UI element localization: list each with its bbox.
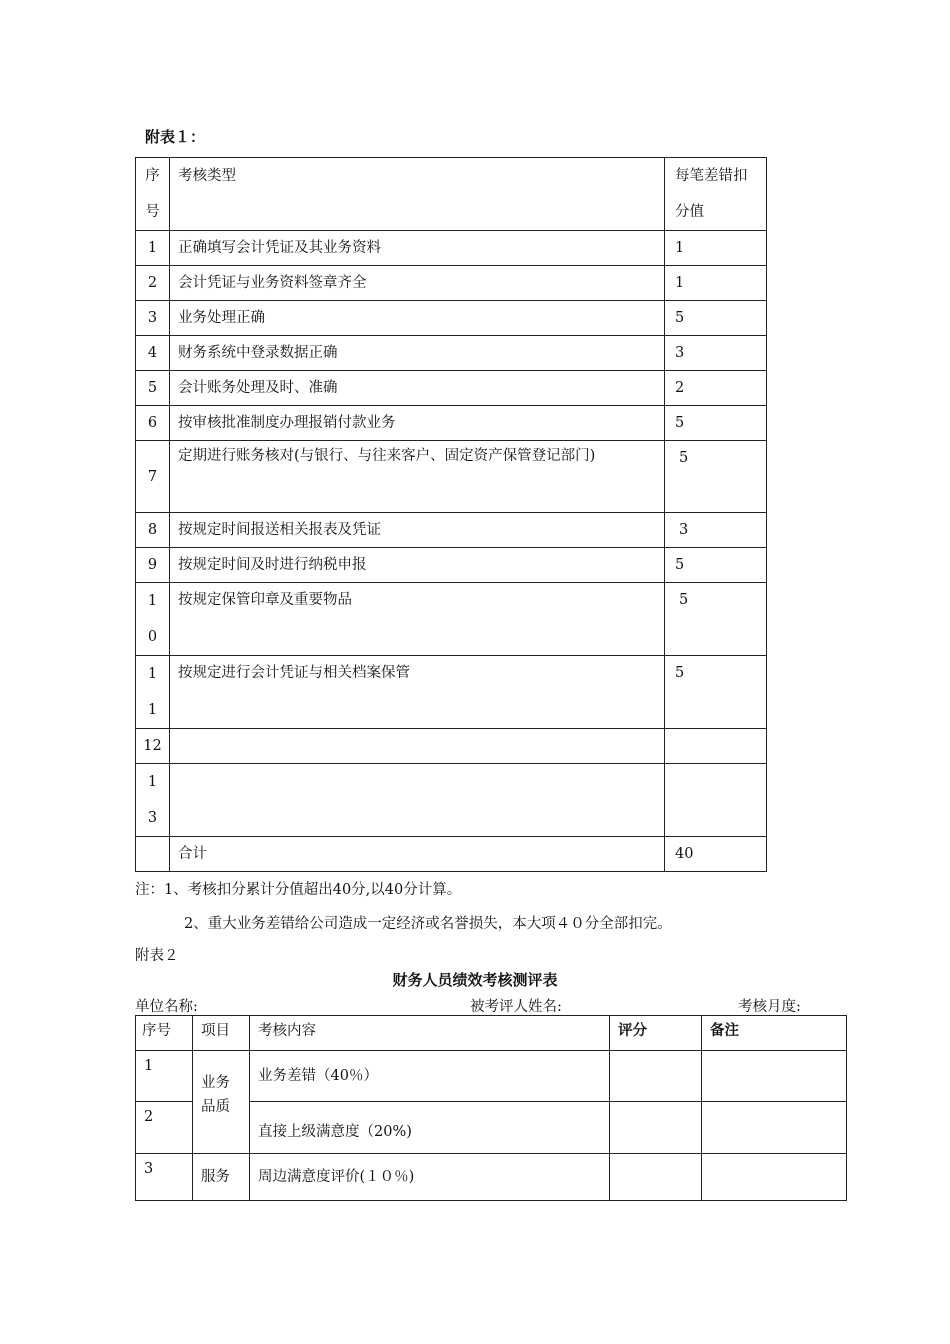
table-cell: [193, 1016, 250, 1051]
note-2: 2、重大业务差错给公司造成一定经济或名誉损失，本大项４０分全部扣完。: [184, 916, 672, 932]
table-row: [136, 513, 767, 548]
table-cell: [665, 764, 767, 837]
table-cell: [665, 656, 767, 729]
cell-text: 2: [147, 275, 158, 291]
person-name-label: 被考评人姓名:: [470, 999, 562, 1015]
table-cell: [136, 513, 170, 548]
table-row: [136, 336, 767, 371]
table-row: [136, 441, 767, 513]
table-row: [136, 1051, 847, 1102]
table-cell: [136, 764, 170, 837]
table-cell: [170, 729, 665, 764]
cell-text: 会计账务处理及时、准确: [178, 380, 338, 396]
table-cell: [665, 406, 767, 441]
cell-text: 1: [675, 240, 685, 256]
table-cell: [250, 1102, 610, 1154]
cell-text: [170, 729, 664, 737]
cell-text: 10: [147, 593, 158, 645]
table-cell: [170, 837, 665, 872]
table-cell: [665, 729, 767, 764]
table-cell: [170, 266, 665, 301]
table-cell: [665, 548, 767, 583]
cell-text: 11: [147, 666, 158, 718]
table-cell: [136, 548, 170, 583]
table-cell: [136, 1016, 193, 1051]
table-cell: [136, 371, 170, 406]
table-row: [136, 583, 767, 656]
cell-text: 5: [675, 557, 685, 573]
table-cell: [136, 406, 170, 441]
cell-text: 5: [679, 592, 689, 608]
table-row: [136, 656, 767, 729]
table-cell: [665, 301, 767, 336]
appendix2-title: 财务人员绩效考核测评表: [392, 971, 558, 989]
cell-text: 按规定保管印章及重要物品: [178, 592, 352, 608]
cell-text: 13: [147, 774, 158, 826]
table-cell: [170, 441, 665, 513]
table-cell: [250, 1154, 610, 1201]
header-seq: [136, 158, 170, 231]
cell-text: 序号: [145, 168, 160, 220]
table-cell: [665, 441, 767, 513]
cell-text: [665, 729, 766, 737]
deduction-table: [135, 157, 767, 872]
cell-text: 5: [675, 310, 685, 326]
table-header-row: [136, 158, 767, 231]
table-cell: [170, 336, 665, 371]
unit-name-label: 单位名称:: [135, 999, 198, 1015]
table-total-row: [136, 837, 767, 872]
evaluation-table: [135, 1015, 847, 1201]
cell-text: 业务差错（40％）: [258, 1068, 378, 1084]
table-row: [136, 764, 767, 837]
table-cell: [136, 266, 170, 301]
table-cell: [170, 548, 665, 583]
table-row: [136, 1154, 847, 1201]
cell-text: 4: [147, 345, 158, 361]
cell-text: 每笔差错扣分值: [675, 168, 748, 220]
cell-text: 1: [675, 275, 685, 291]
table-cell: [136, 441, 170, 513]
table-cell: [250, 1051, 610, 1102]
table-cell: [170, 656, 665, 729]
table-cell: [665, 583, 767, 656]
remark-input-3[interactable]: [702, 1154, 847, 1201]
cell-text: 6: [147, 415, 158, 431]
table-row: [136, 406, 767, 441]
cell-text: 12: [143, 738, 162, 754]
appendix1-title: 附表１：: [145, 128, 206, 146]
group-service: 服务: [201, 1169, 230, 1185]
month-label: 考核月度:: [738, 999, 801, 1015]
table-cell: [136, 1051, 193, 1102]
table-row: [136, 729, 767, 764]
table-cell: [170, 371, 665, 406]
table-cell: [665, 266, 767, 301]
appendix2-label: 附表２: [135, 948, 179, 964]
table-cell: [665, 513, 767, 548]
table-cell: [170, 583, 665, 656]
cell-text: 按规定进行会计凭证与相关档案保管: [178, 665, 410, 681]
cell-text: 9: [147, 557, 158, 573]
cell-text: 8: [147, 522, 158, 538]
cell-text: 7: [147, 468, 158, 485]
cell-text: 1: [147, 240, 158, 256]
table-cell: [170, 513, 665, 548]
total-label: 合计: [178, 846, 207, 862]
cell-text: 按审核批准制度办理报销付款业务: [178, 415, 396, 431]
total-value: 40: [675, 846, 694, 862]
cell-text: 3: [675, 345, 685, 361]
cell-text: 3: [144, 1161, 154, 1177]
cell-text: 按规定时间报送相关报表及凭证: [178, 522, 381, 538]
cell-text: 正确填写会计凭证及其业务资料: [178, 240, 381, 256]
table-cell: [136, 837, 170, 872]
cell-text: 业务处理正确: [178, 310, 265, 326]
cell-text: 3: [679, 522, 689, 538]
table-row: [136, 301, 767, 336]
table-cell: [665, 371, 767, 406]
header-score: [665, 158, 767, 231]
table-cell: [170, 231, 665, 266]
table-cell: [170, 764, 665, 837]
cell-text: 5: [679, 450, 689, 466]
score-input-1[interactable]: [610, 1051, 702, 1102]
remark-input-2[interactable]: [702, 1102, 847, 1154]
cell-text: 2: [675, 380, 685, 396]
cell-text: 考核类型: [178, 168, 236, 184]
table-cell: [136, 729, 170, 764]
cell-text: 直接上级满意度（20%): [258, 1123, 412, 1140]
eval-header-row: [136, 1016, 847, 1051]
cell-text: 周边满意度评价(１０％): [258, 1169, 415, 1185]
score-input-2[interactable]: [610, 1102, 702, 1154]
table-cell: [136, 656, 170, 729]
table-cell: [136, 1154, 193, 1201]
cell-text: 按规定时间及时进行纳税申报: [178, 557, 367, 573]
cell-text: 5: [675, 415, 685, 431]
table-cell: [250, 1016, 610, 1051]
table-cell: [665, 336, 767, 371]
table-cell: [136, 1102, 193, 1154]
cell-text: 2: [144, 1109, 154, 1125]
table-cell: [193, 1154, 250, 1201]
table-cell: [136, 301, 170, 336]
table-cell: [136, 336, 170, 371]
cell-text: 1: [144, 1058, 154, 1074]
table-cell: [136, 231, 170, 266]
table-cell: [136, 583, 170, 656]
eval-header-seq: 序号: [142, 1023, 171, 1039]
eval-header-content: 考核内容: [258, 1023, 316, 1039]
table-cell: [170, 301, 665, 336]
cell-text: 5: [147, 380, 158, 396]
note-1: 注：1、考核扣分累计分值超出40分,以40分计算。: [135, 882, 462, 898]
eval-header-remark: 备注: [710, 1023, 739, 1039]
cell-text: 会计凭证与业务资料签章齐全: [178, 275, 367, 291]
header-type: [170, 158, 665, 231]
table-row: [136, 371, 767, 406]
eval-header-score: 评分: [618, 1023, 647, 1039]
remark-input-1[interactable]: [702, 1051, 847, 1102]
group-business-quality: 业务品质: [201, 1075, 230, 1115]
table-row: [136, 231, 767, 266]
cell-text: 定期进行账务核对(与银行、与往来客户、固定资产保管登记部门): [178, 448, 596, 464]
table-cell: [665, 231, 767, 266]
cell-text: 财务系统中登录数据正确: [178, 345, 338, 361]
table-cell: [610, 1016, 702, 1051]
table-row: [136, 548, 767, 583]
score-input-3[interactable]: [610, 1154, 702, 1201]
table-row: [136, 266, 767, 301]
table-cell: [665, 837, 767, 872]
table-cell: [702, 1016, 847, 1051]
eval-header-item: 项目: [201, 1023, 230, 1039]
cell-text: 3: [147, 310, 158, 326]
cell-text: 5: [675, 665, 685, 681]
table-cell: [193, 1051, 250, 1154]
table-cell: [170, 406, 665, 441]
